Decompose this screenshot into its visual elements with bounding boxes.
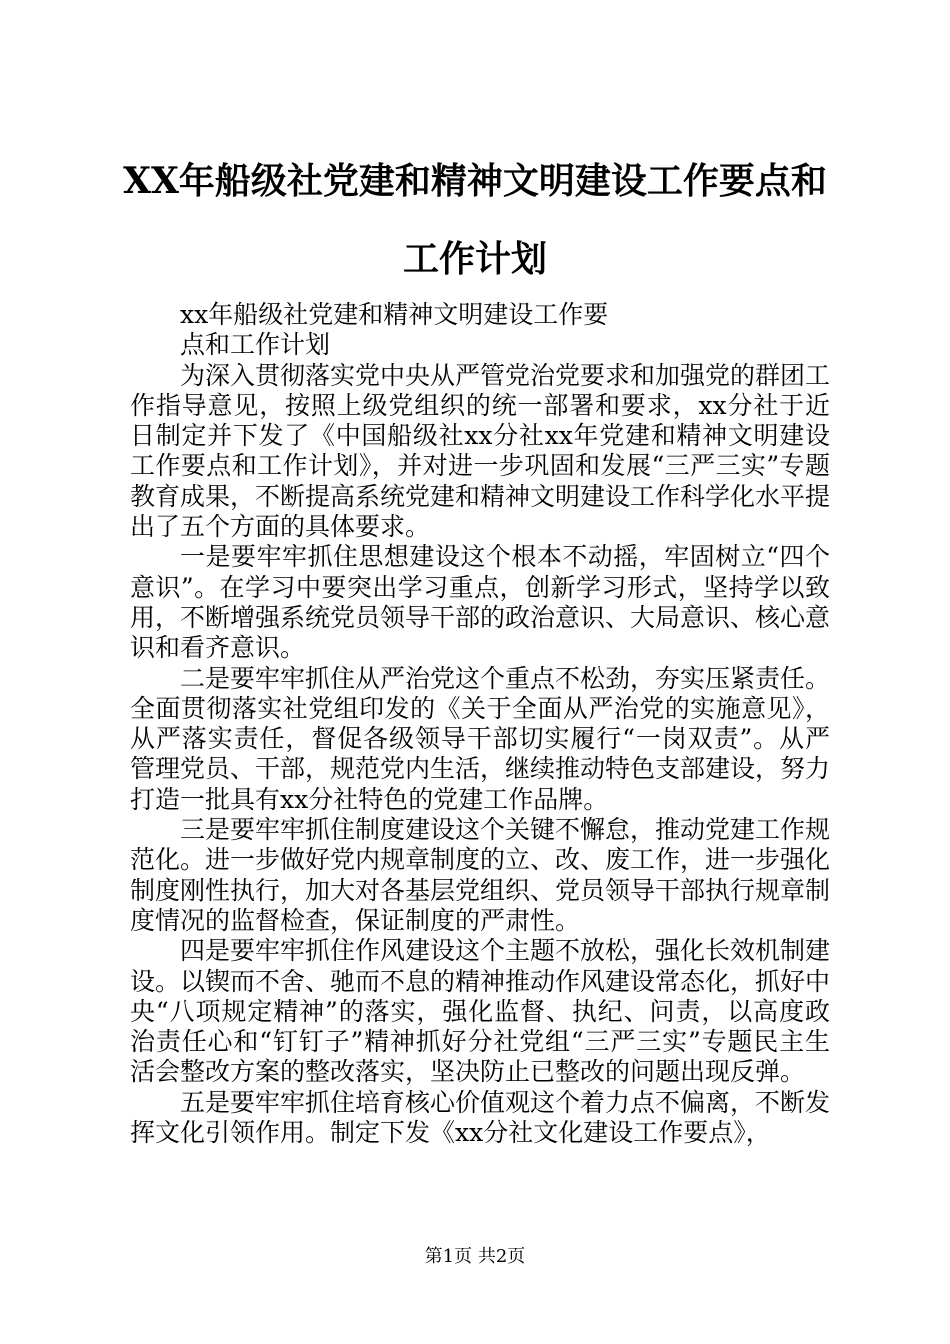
document-body	[130, 300, 830, 1148]
paragraph-intro: 为深入贯彻落实党中央从严管党治党要求和加强党的群团工作指导意见，按照上级党组织的统一部署和要求，xx分社于近日制定并下发了《中国船级社xx分社xx年党建和精神文明建设工作要点和工作计划》，并对进一步巩固和发展“三严三实”专题教育成果，不断提高系统党建和精神文明建设工作科学化水平提出了五个方面的具体要求。	[130, 360, 831, 542]
subtitle-line-2: 点和工作计划	[180, 330, 331, 360]
paragraph-point-3: 三是要牢牢抓住制度建设这个关键不懈怠，推动党建工作规范化。进一步做好党内规章制度的立、改、废工作，进一步强化制度刚性执行，加大对各基层党组织、党员领导干部执行规章制度情况的监督检查，保证制度的严肃性。	[130, 815, 831, 935]
subtitle-line-1: xx年船级社党建和精神文明建设工作要	[180, 300, 609, 329]
paragraph-point-4: 四是要牢牢抓住作风建设这个主题不放松，强化长效机制建设。以锲而不舍、驰而不息的精神推动作风建设常态化，抓好中央“八项规定精神”的落实，强化监督、执纪、问责，以高度政治责任心和“钉钉子”精神抓好分社党组“三严三实”专题民主生活会整改方案的整改落实，坚决防止已整改的问题出现反弹。	[130, 936, 831, 1087]
paragraph-point-2: 二是要牢牢抓住从严治党这个重点不松劲，夯实压紧责任。全面贯彻落实社党组印发的《关于全面从严治党的实施意见》，从严落实责任，督促各级领导干部切实履行“一岗双责”。从严管理党员、干部，规范党内生活，继续推动特色支部建设，努力打造一批具有xx分社特色的党建工作品牌。	[130, 663, 831, 814]
paragraph-point-5: 五是要牢牢抓住培育核心价值观这个着力点不偏离，不断发挥文化引领作用。制定下发《xx分社文化建设工作要点》，	[130, 1087, 831, 1148]
document-title-line-1: XX年船级社党建和精神文明建设工作要点和	[123, 160, 827, 202]
paragraph-point-1: 一是要牢牢抓住思想建设这个根本不动摇，牢固树立“四个意识”。在学习中要突出学习重点，创新学习形式，坚持学以致用，不断增强系统党员领导干部的政治意识、大局意识、核心意识和看齐意识。	[130, 542, 831, 663]
document-title-line-2: 工作计划	[402, 238, 547, 280]
page-number-footer: 第1页 共2页	[424, 1246, 526, 1267]
